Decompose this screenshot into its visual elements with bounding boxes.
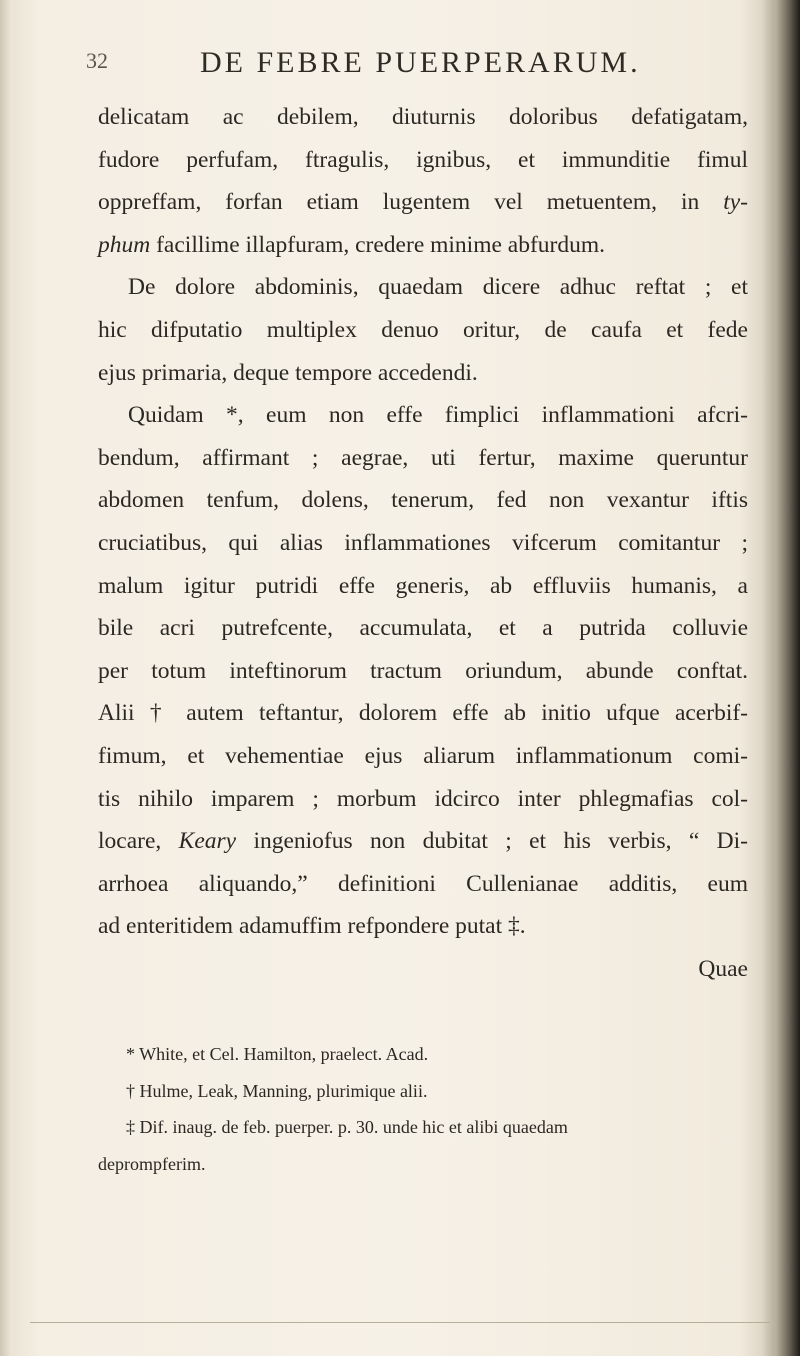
bottom-edge-line	[30, 1322, 770, 1323]
text-line	[98, 224, 748, 267]
footnote: * White, et Cel. Hamilton, praelect. Acad.	[126, 1044, 429, 1064]
italic-word: ty-	[723, 189, 748, 216]
footnote: † Hulme, Leak, Manning, plurimique alii.	[126, 1080, 428, 1101]
page-left-edge	[0, 0, 12, 1356]
running-head	[86, 46, 706, 86]
text-segment: locare,	[98, 828, 162, 855]
text-line: fimum, et vehementiae ejus aliarum inflammationum comi-	[98, 742, 748, 769]
footnote-continuation: deprompferim.	[98, 1153, 206, 1174]
text-line: delicatam ac debilem, diuturnis doloribus defatigatam,	[98, 104, 748, 130]
page-binding-shadow	[762, 0, 800, 1356]
text-line: fudore perfufam, ftragulis, ignibus, et immunditie fimul	[98, 146, 748, 173]
text-line	[98, 820, 748, 863]
text-line: ad enteritidem adamuffim refpondere putat ‡.	[98, 913, 526, 940]
text-line: bendum, affirmant ; aegrae, uti fertur, maxime queruntur	[98, 444, 748, 471]
text-segment: ingeniofus non dubitat ; et his verbis, “ Di-	[253, 828, 749, 855]
footnotes	[98, 1036, 748, 1182]
text-line: abdomen tenfum, dolens, tenerum, fed non vexantur iftis	[98, 487, 748, 514]
text-line: De dolore abdominis, quaedam dicere adhuc reftat ; et	[128, 274, 748, 301]
text-line: malum igitur putridi effe generis, ab effluviis humanis, a	[98, 572, 748, 599]
text-segment: oppreffam, forfan etiam lugentem vel metuentem, in	[98, 189, 700, 216]
footnote: ‡ Dif. inaug. de feb. puerper. p. 30. unde hic et alibi quaedam	[126, 1117, 568, 1137]
italic-word: phum	[98, 231, 151, 258]
text-line: tis nihilo imparem ; morbum idcirco inter phlegmafias col-	[98, 785, 748, 812]
text-line: per totum inteftinorum tractum oriundum, abunde conftat.	[98, 657, 748, 684]
running-title: DE FEBRE PUERPERARUM.	[200, 46, 641, 79]
text-line: hic difputatio multiplex denuo oritur, de caufa et fede	[98, 316, 748, 343]
catchword: Quae	[698, 955, 748, 982]
text-line	[98, 181, 748, 224]
body-text	[98, 96, 748, 990]
text-line: Quidam *, eum non effe fimplici inflammationi afcri-	[128, 402, 748, 429]
text-line: arrhoea aliquando,” definitioni Cullenianae additis, eum	[98, 870, 748, 897]
text-line: cruciatibus, qui alias inflammationes vifcerum comitantur ;	[98, 529, 748, 556]
italic-word: Keary	[178, 828, 237, 855]
text-line: Alii † autem teftantur, dolorem effe ab initio ufque acerbif-	[98, 700, 748, 727]
text-segment: facillime illapfuram, credere minime abfurdum.	[156, 231, 606, 258]
text-line: bile acri putrefcente, accumulata, et a putrida colluvie	[98, 615, 748, 642]
page-number: 32	[86, 48, 108, 73]
text-line: ejus primaria, deque tempore accedendi.	[98, 359, 478, 386]
